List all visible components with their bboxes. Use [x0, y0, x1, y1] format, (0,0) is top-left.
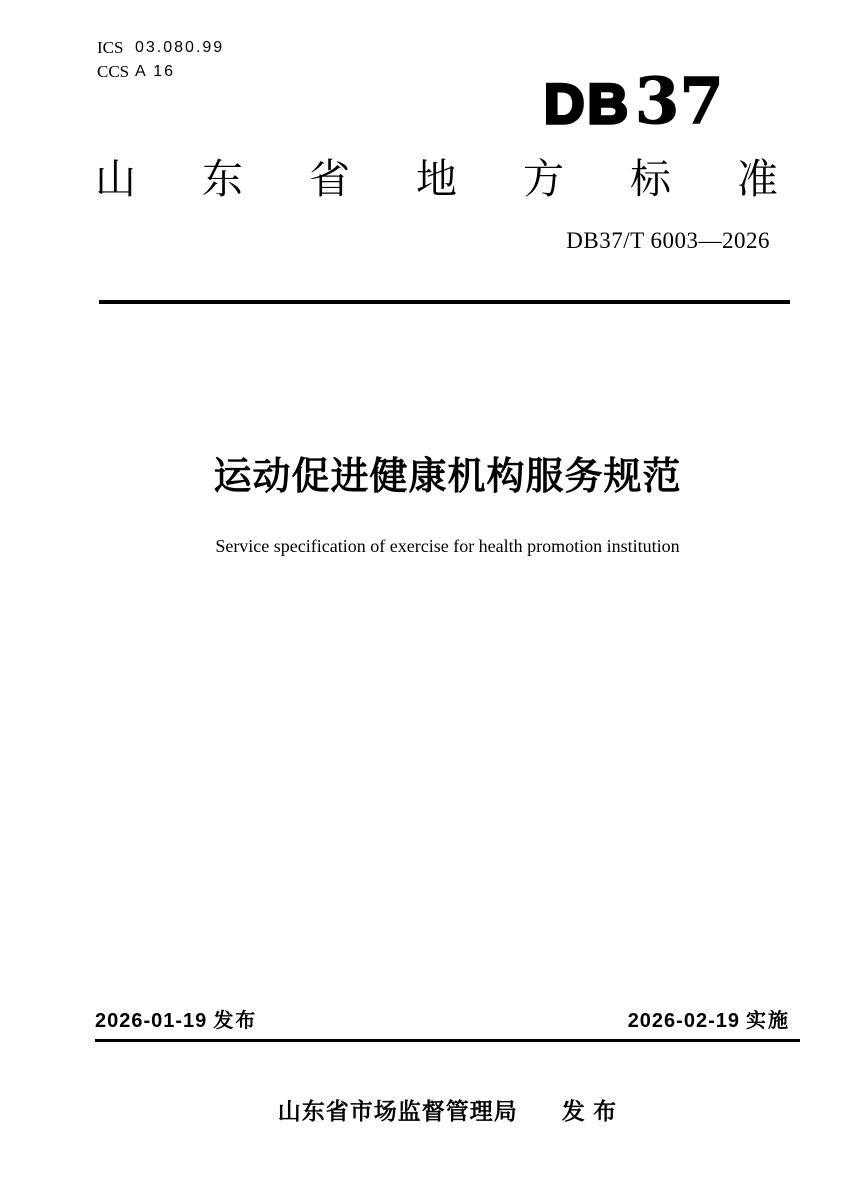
document-title-cn: 运动促进健康机构服务规范 [213, 456, 682, 498]
implementation-date: 2026-02-19 [627, 1010, 740, 1032]
classification-codes [97, 36, 224, 84]
db37-logo-number: 37 [634, 64, 724, 139]
document-title-en: Service specification of exercise for health promotion institution [215, 536, 680, 556]
ccs-code-row [97, 60, 224, 84]
date-row [95, 1009, 790, 1033]
top-rule [99, 300, 790, 304]
issue-label: 发布 [213, 1010, 258, 1032]
publisher-name: 山东省市场监督管理局 [277, 1098, 518, 1124]
standard-category-title: 山东省地方标准 [95, 156, 844, 202]
ics-value: 03.080.99 [135, 39, 225, 56]
issue-date-pair [95, 1009, 257, 1033]
implementation-label: 实施 [746, 1010, 790, 1032]
ccs-label: CCS [97, 62, 130, 81]
implementation-date-pair [628, 1009, 790, 1033]
ics-label: ICS [97, 38, 124, 57]
issue-date: 2026-01-19 [95, 1010, 208, 1032]
bottom-rule [95, 1039, 800, 1042]
publisher-row [95, 1093, 800, 1126]
db37-logo [544, 64, 724, 139]
ics-code-row [97, 36, 224, 60]
db37-logo-letters: DB [544, 72, 631, 135]
ccs-value: A 16 [135, 63, 176, 80]
standard-number: DB37/T 6003—2026 [566, 228, 770, 253]
publish-action-label: 发 布 [561, 1098, 618, 1124]
